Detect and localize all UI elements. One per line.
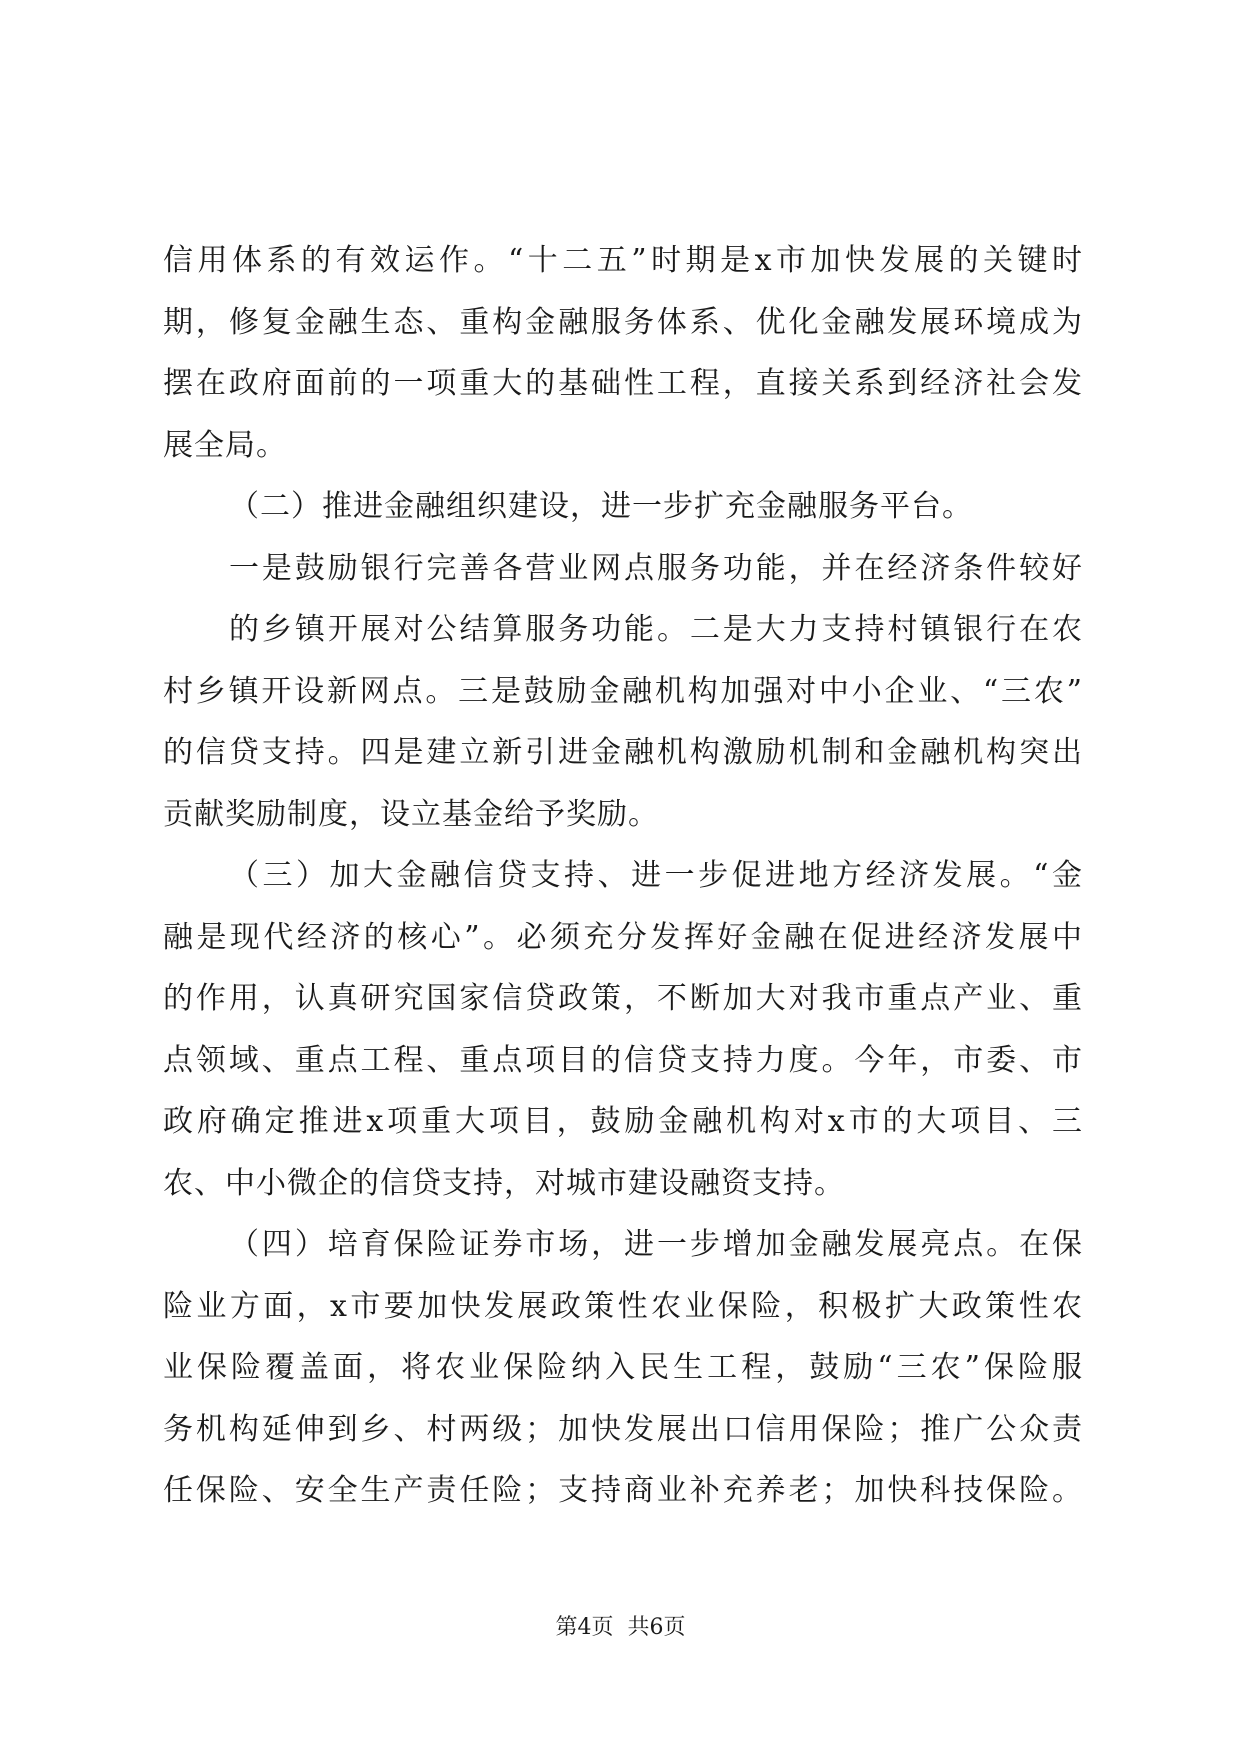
paragraph-line: 期，修复金融生态、重构金融服务体系、优化金融发展环境成为 [163, 304, 1083, 340]
paragraph-line: 信用体系的有效运作。“十二五”时期是x市加快发展的关键时 [163, 243, 1083, 278]
paragraph-line: 一是鼓励银行完善各营业网点服务功能，并在经济条件较好 [229, 550, 1083, 586]
paragraph-line: （三）加大金融信贷支持、进一步促进地方经济发展。“金 [229, 858, 1083, 893]
paragraph-line: 务机构延伸到乡、村两级；加快发展出口信用保险；推广公众责 [163, 1411, 1083, 1447]
paragraph-line: 的乡镇开展对公结算服务功能。二是大力支持村镇银行在农 [229, 612, 1083, 647]
page-total: 共6页 [627, 1615, 686, 1640]
paragraph-line: 贡献奖励制度，设立基金给予奖励。 [163, 796, 659, 832]
section-heading: （二）推进金融组织建设，进一步扩充金融服务平台。 [229, 489, 973, 524]
paragraph-line: 险业方面，x市要加快发展政策性农业保险，积极扩大政策性农 [163, 1288, 1083, 1324]
paragraph-line: 村乡镇开设新网点。三是鼓励金融机构加强对中小企业、“三农” [163, 673, 1083, 709]
paragraph-line: 摆在政府面前的一项重大的基础性工程，直接关系到经济社会发 [163, 366, 1083, 401]
paragraph-line: 业保险覆盖面，将农业保险纳入民生工程，鼓励“三农”保险服 [163, 1350, 1083, 1385]
paragraph-line: 融是现代经济的核心”。必须充分发挥好金融在促进经济发展中 [163, 919, 1083, 955]
paragraph-line: 展全局。 [163, 427, 287, 463]
page-number: 第4页 [555, 1615, 614, 1640]
paragraph-line: 任保险、安全生产责任险；支持商业补充养老；加快科技保险。 [163, 1473, 1083, 1508]
paragraph-line: 的信贷支持。四是建立新引进金融机构激励机制和金融机构突出 [163, 735, 1083, 770]
paragraph-line: 的作用，认真研究国家信贷政策，不断加大对我市重点产业、重 [163, 981, 1083, 1016]
page-footer [0, 1610, 1241, 1641]
paragraph-line: 政府确定推进x项重大项目，鼓励金融机构对x市的大项目、三 [163, 1104, 1083, 1139]
paragraph-line: 点领域、重点工程、重点项目的信贷支持力度。今年，市委、市 [163, 1042, 1083, 1078]
paragraph-line: 农、中小微企的信贷支持，对城市建设融资支持。 [163, 1165, 845, 1201]
document-body [163, 230, 1083, 1522]
paragraph-line: （四）培育保险证券市场，进一步增加金融发展亮点。在保 [229, 1227, 1083, 1262]
